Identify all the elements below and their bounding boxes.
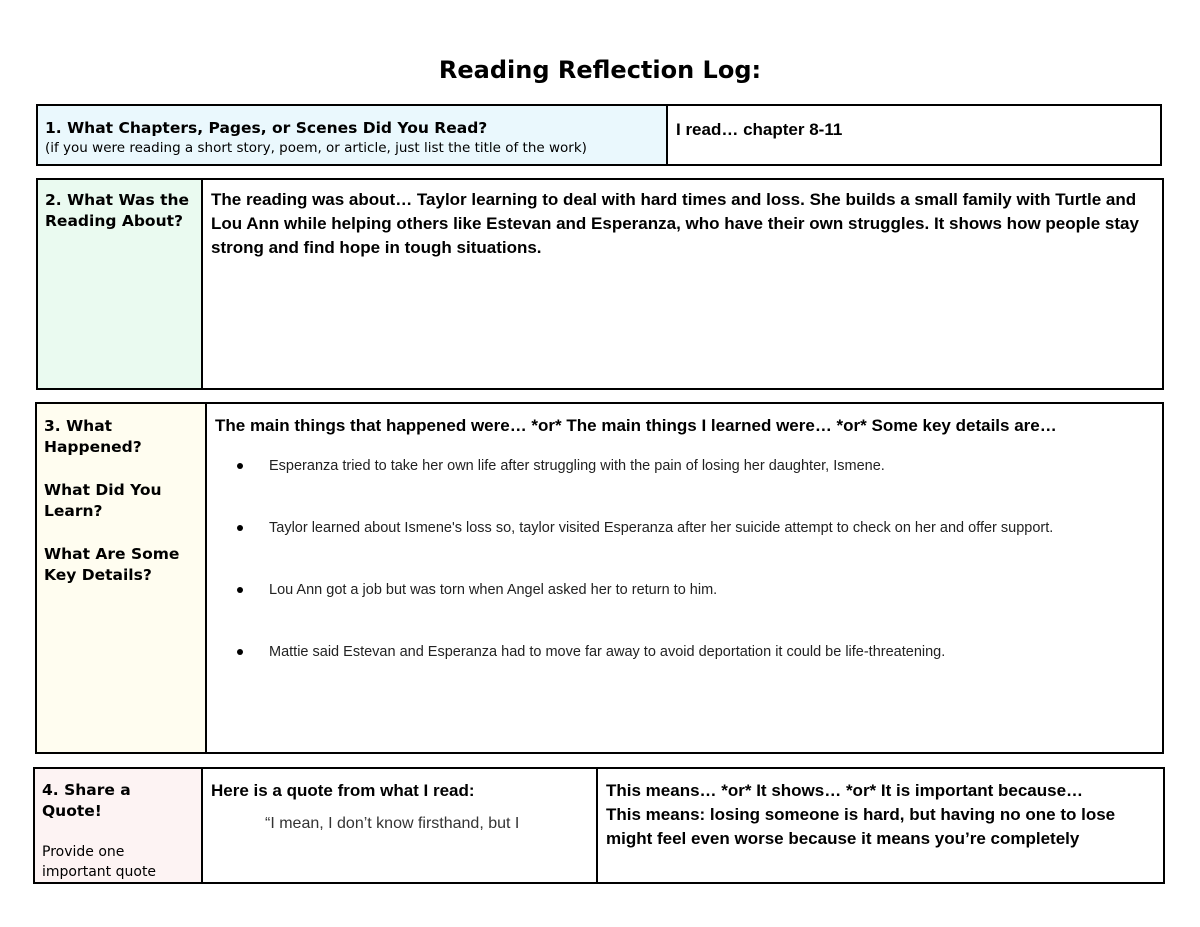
section-2-table [36,178,1164,390]
bullet-item: Lou Ann got a job but was torn when Angel asked her to return to him. [235,580,1162,600]
section-1-label-cell [37,105,667,165]
section-4-meaning-prompt: This means… *or* It shows… *or* It is important because… [606,781,1084,800]
section-1-response-cell[interactable] [667,105,1161,165]
section-1-sublabel: (if you were reading a short story, poem, or article, just list the title of the work) [45,140,587,156]
section-3-bullet-list [207,456,1162,662]
section-1-table [36,104,1162,166]
section-4-sublabel: Provide one important quote [42,844,157,880]
section-4-meaning-cell[interactable] [597,768,1164,883]
bullet-item: Taylor learned about Ismene's loss so, taylor visited Esperanza after her suicide attempt to check on her and offer support. [235,518,1162,538]
section-1-label: 1. What Chapters, Pages, or Scenes Did You Read? [45,119,488,137]
section-4-quote-prompt: Here is a quote from what I read: [211,781,475,800]
section-3-label-what-happened: 3. What Happened? [44,417,142,456]
page-title: Reading Reflection Log: [438,56,762,84]
section-4-quote-cell[interactable] [202,768,597,883]
section-2-label: 2. What Was the Reading About? [45,191,190,230]
section-3-response-cell[interactable] [206,403,1163,753]
section-4-quote: “I mean, I don’t know firsthand, but I [265,815,520,832]
bullet-item: Esperanza tried to take her own life after struggling with the pain of losing her daughter, Ismene. [235,456,1162,476]
section-2-label-cell [37,179,202,389]
section-3-prompt: The main things that happened were… *or* The main things I learned were… *or* Some key details are… [215,416,1057,435]
section-2-response: The reading was about… Taylor learning to deal with hard times and loss. She builds a small family with Turtle and Lou Ann while helping others like Estevan and Esperanza, who have their own struggles. It shows how people stay strong and find hope in tough situations. [211,190,1139,257]
section-4-label: 4. Share a Quote! [42,781,131,820]
section-3-label-cell [36,403,206,753]
section-1-response: I read… chapter 8-11 [676,120,843,139]
section-2-response-cell[interactable] [202,179,1163,389]
bullet-item: Mattie said Estevan and Esperanza had to move far away to avoid deportation it could be life-threatening. [235,642,1162,662]
section-3-label-what-learned: What Did You Learn? [44,481,162,520]
section-4-label-cell [34,768,202,883]
section-3-label-key-details: What Are Some Key Details? [44,545,180,584]
section-4-table [33,767,1165,884]
section-3-table [35,402,1164,754]
section-4-meaning: This means: losing someone is hard, but having no one to lose might feel even worse because it means you’re completely [606,805,1116,848]
